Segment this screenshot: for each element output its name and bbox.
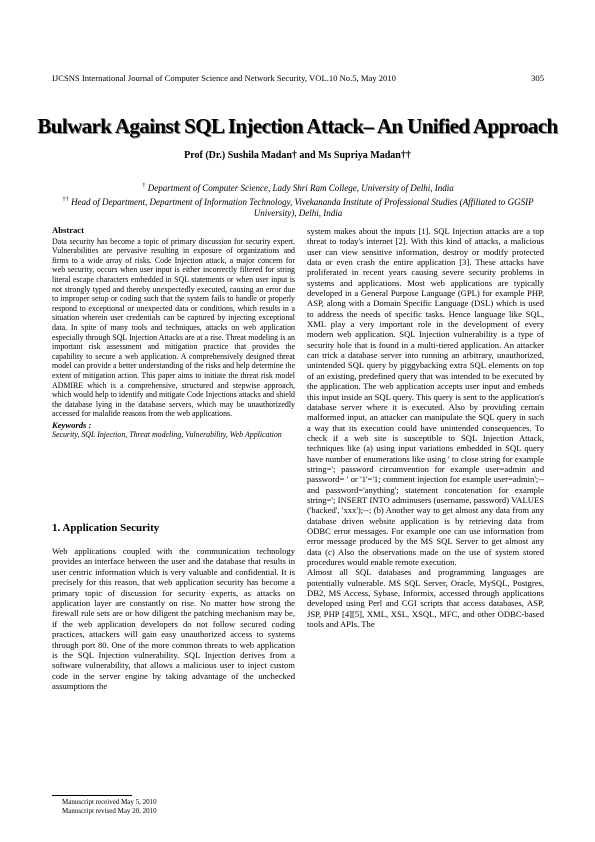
abstract-heading: Abstract [52, 225, 84, 235]
section-heading: 1. Application Security [52, 522, 160, 534]
abstract-text: Data security has become a topic of primary discussion for security expert. Vulnerabilities are pervasive resulting in exposure of organizations and firms to a wide array of risks. Code Injection attack, a major concern for web security, occurs when user input is either incorrectly filtered for string literal escape characters embedded in SQL statements or when user input is not strongly typed and thereby unexpectedly executed, causing an error due to improper setup or coding such that the system fails to handle or properly respond to exceptional or unexpected data or conditions, which results in a situation wherein user credentials can be captured by injecting exceptional data. In spite of many tools and techniques, attacks on web application especially through SQL Injection Attacks are at a rise. Threat modeling is an important risk assessment and mitigation practice that provides the capability to secure a web application. A comprehensively designed threat model can provide a better understanding of the risks and help determine the extent of mitigation action. This paper aims to initiate the threat risk model ADMIRE which is a comprehensive, structured and stepwise approach, which would help to identify and mitigate Code Injections attacks and shield the database lying in the database servers, which may be unauthorizedly accessed for malafide reasons from the web applications. [52, 236, 295, 419]
section-body [52, 546, 295, 692]
affiliation-1: † Department of Computer Science, Lady Shri Ram College, University of Delhi, India [142, 182, 454, 193]
right-column-paragraph-1: system makes about the inputs [1]. SQL Injection attacks are a top threat to today's internet [2]. With this kind of attacks, a malicious user can view sensitive information, destroy or modify protected data or even crash the entire application [3]. These attacks have proliferated in recent years causing severe security problems in systems and applications. Most web applications are typically developed in a General Purpose Language (GPL) for example PHP, ASP, along with a Domain Specific Language (DSL) which is used to address the needs of specific tasks. Hence language like SQL, XML play a very important role in the development of every modern web application. SQL Injection vulnerability is a type of security hole that is found in a multi-tiered application. An attacker can trick a database server into running an arbitrary, unauthorized, unintended SQL query by piggybacking extra SQL elements on top of an existing, predefined query that was intended to be executed by the application. The web application accepts user input and embeds this input inside an SQL query. This query is sent to the application's database server where it is executed. Also by providing certain malformed input, an attacker can manipulate the SQL query in such a way that its execution could have unintended consequences. To check if a web site is susceptible to SQL Injection Attack, techniques like (a) using input variations embedded in SQL query have number of enumerations like using ' to close string for example string='; password circumvention for example user=admin and password= ' or '1'='1; comment injection for example user=admin';-- and password='anything'; statement concatenation for example string='; INSERT INTO adminusers (username, password) VALUES ('hacked', 'xxx');--; (b) Another way to get almost any data from any database driven website application is by retrieving data from ODBC error messages. For example one can use information from error message produced by the MS SQL Server to get almost any data (c) Also the observations made on the use of system stored procedures would enable remote execution. [307, 226, 544, 567]
footnote-received: Manuscript received May 5, 2010 [62, 798, 157, 806]
paper-title: Bulwark Against SQL Injection Attack– An Unified Approach [37, 114, 558, 138]
journal-name: IJCSNS International Journal of Computer Science and Network Security, VOL.10 No.5, May 2010 [52, 73, 396, 83]
keywords-text: Security, SQL Injection, Threat modeling, Vulnerability, Web Application [52, 430, 282, 440]
page-number: 305 [531, 73, 544, 83]
abstract-block [52, 226, 295, 440]
section-paragraph: Web applications coupled with the communication technology provides an interface between the user and the database that results in user centric information which is very valuable and confidential. It is precisely for this reason, that web application security has become a primary topic of discussion for security experts, as attacks on application layer are constantly on rise. No matter how strong the firewall rule sets are or how diligent the patching mechanism may be, if the web application developers do not follow secured coding practices, attackers will gain easy unauthorized access to systems through port 80. One of the more common threats to web application is the SQL Injection vulnerability. SQL Injection derives from a software vulnerability, that allows a malicious user to inject custom code in the server engine by taking advantage of the unchecked assumptions the [52, 546, 295, 692]
affiliation-2-mark: †† [62, 196, 69, 204]
affiliation-1-mark: † [142, 182, 146, 189]
right-column-paragraph-2: Almost all SQL databases and programming languages are potentially vulnerable. MS SQL Server, Oracle, MySQL, Postgres, DB2, MS Access, Sybase, Informix, accessed through applications developed using Perl and CGI scripts that access databases, ASP, JSP, PHP [4][5], XML, XSL, XSQL, MFC, and other ODBC-based tools and APIs. The [307, 567, 544, 630]
keywords-heading: Keywords : [52, 419, 92, 430]
footnotes [62, 798, 292, 815]
affiliations [52, 180, 544, 220]
running-header [52, 73, 544, 83]
affiliation-2: †† Head of Department, Department of Information Technology, Vivekananda Institute of Professional Studies (Affiliated to GGSIP University), Delhi, India [62, 196, 534, 219]
footnote-revised: Manuscript revised May 20, 2010 [62, 806, 157, 815]
authors: Prof (Dr.) Sushila Madan† and Ms Supriya Madan†† [184, 150, 411, 161]
right-column [307, 226, 544, 629]
footnote-rule [52, 795, 132, 796]
